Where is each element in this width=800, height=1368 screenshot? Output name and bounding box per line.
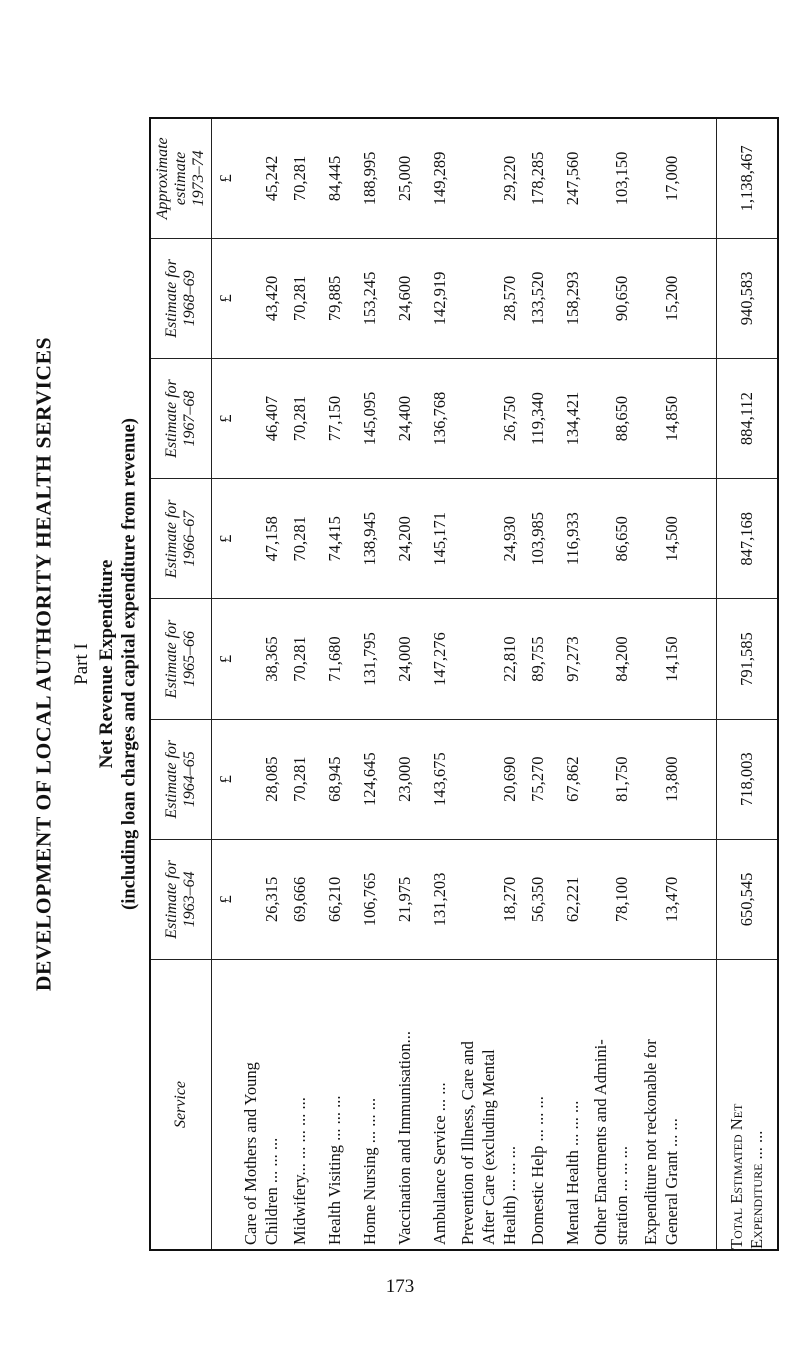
value-cell: 136,768	[430, 391, 449, 446]
value-cell: 153,245	[360, 271, 379, 326]
value-cell: 46,407	[262, 395, 281, 442]
value-cell: 66,210	[325, 876, 344, 923]
value-cell: 28,570	[500, 275, 519, 322]
value-cell: 149,289	[430, 151, 449, 206]
value-cell: 116,933	[563, 512, 582, 566]
value-cell: 88,650	[612, 395, 631, 442]
service-label: General Grant ... ...	[662, 1118, 681, 1245]
value-cell: 188,995	[360, 151, 379, 206]
value-cell: 29,220	[500, 155, 519, 202]
values-1966-67	[212, 479, 717, 599]
value-cell: 147,276	[430, 632, 449, 686]
value-cell: 13,470	[662, 876, 681, 923]
value-cell: 142,919	[430, 271, 449, 326]
value-cell: 71,680	[325, 636, 344, 682]
value-cell: 145,095	[360, 391, 379, 446]
value-cell: 84,200	[612, 636, 631, 682]
value-cell: 131,203	[430, 872, 449, 927]
header-1973-74: Approximate estimate 1973–74	[150, 118, 212, 238]
value-cell: 24,200	[395, 516, 414, 562]
section-subtitle: Net Revenue Expenditure	[96, 559, 117, 769]
value-cell: 23,000	[395, 756, 414, 802]
values-1973-74	[212, 118, 717, 238]
value-cell: 70,281	[290, 275, 309, 322]
value-cell: 178,285	[528, 151, 547, 206]
value-cell: 89,755	[528, 636, 547, 682]
header-service: Service	[150, 960, 212, 1251]
value-cell: 14,150	[662, 636, 681, 682]
value-cell: 22,810	[500, 636, 519, 682]
currency-symbol: £	[216, 174, 235, 183]
value-cell: 13,800	[662, 756, 681, 802]
total-1973-74: 1,138,467	[717, 118, 779, 238]
service-column	[212, 960, 717, 1251]
value-cell: 24,000	[395, 636, 414, 682]
total-1964-65: 718,003	[717, 719, 779, 839]
value-cell: 18,270	[500, 876, 519, 923]
value-cell: 145,171	[430, 511, 449, 566]
service-label: Expenditure not reckonable for	[641, 1039, 660, 1245]
currency-symbol: £	[216, 534, 235, 543]
value-cell: 124,645	[360, 752, 379, 807]
value-cell: 247,560	[563, 151, 582, 206]
value-cell: 97,273	[563, 636, 582, 682]
service-label: Care of Mothers and Young	[241, 1062, 260, 1245]
value-cell: 70,281	[290, 516, 309, 562]
value-cell: 103,150	[612, 151, 631, 206]
value-cell: 133,520	[528, 271, 547, 326]
value-cell: 21,975	[395, 876, 414, 923]
value-cell: 47,158	[262, 516, 281, 562]
value-cell: 25,000	[395, 155, 414, 202]
service-label: Domestic Help ... ... ...	[528, 1096, 547, 1245]
header-1966-67: Estimate for 1966–67	[150, 479, 212, 599]
value-cell: 68,945	[325, 756, 344, 802]
total-1968-69: 940,583	[717, 238, 779, 358]
service-label: Other Enactments and Admini-	[591, 1039, 610, 1245]
service-label: After Care (excluding Mental	[479, 1049, 498, 1245]
total-1967-68: 884,112	[717, 358, 779, 478]
value-cell: 143,675	[430, 752, 449, 807]
total-1963-64: 650,545	[717, 839, 779, 959]
total-1965-66: 791,585	[717, 599, 779, 719]
header-1968-69: Estimate for 1968–69	[150, 238, 212, 358]
value-cell: 24,600	[395, 275, 414, 322]
currency-symbol: £	[216, 414, 235, 423]
value-cell: 67,862	[563, 756, 582, 802]
value-cell: 62,221	[563, 876, 582, 923]
value-cell: 26,750	[500, 395, 519, 442]
value-cell: 70,281	[290, 395, 309, 442]
service-label: stration ... ... ...	[612, 1146, 631, 1245]
value-cell: 103,985	[528, 511, 547, 566]
value-cell: 17,000	[662, 155, 681, 202]
value-cell: 70,281	[290, 636, 309, 682]
value-cell: 28,085	[262, 756, 281, 802]
value-cell: 138,945	[360, 511, 379, 566]
value-cell: 69,666	[290, 876, 309, 923]
value-cell: 84,445	[325, 155, 344, 202]
header-row	[150, 118, 212, 1250]
currency-symbol: £	[216, 775, 235, 784]
service-label: Midwifery... ... ... ... ...	[290, 1097, 309, 1245]
service-label: Health) ... ... ...	[500, 1146, 519, 1245]
section-note: (including loan charges and capital expenditure from revenue)	[119, 418, 140, 910]
expenditure-table	[149, 117, 779, 1251]
values-1964-65	[212, 719, 717, 839]
value-cell: 75,270	[528, 756, 547, 802]
value-cell: 14,850	[662, 395, 681, 442]
value-cell: 14,500	[662, 516, 681, 562]
value-cell: 119,340	[528, 392, 547, 446]
total-row	[717, 118, 779, 1250]
total-1966-67: 847,168	[717, 479, 779, 599]
values-1963-64	[212, 839, 717, 959]
total-label: Total Estimated Net Expenditure ... ...	[717, 960, 779, 1251]
service-label: Prevention of Illness, Care and	[458, 1041, 477, 1245]
value-cell: 77,150	[325, 395, 344, 442]
value-cell: 79,885	[325, 275, 344, 322]
value-cell: 20,690	[500, 756, 519, 802]
value-cell: 24,400	[395, 395, 414, 442]
value-cell: 38,365	[262, 636, 281, 682]
header-1967-68: Estimate for 1967–68	[150, 358, 212, 478]
header-1963-64: Estimate for 1963–64	[150, 839, 212, 959]
value-cell: 81,750	[612, 756, 631, 802]
service-label: Home Nursing ... ... ...	[360, 1097, 379, 1245]
value-cell: 70,281	[290, 756, 309, 802]
value-cell: 78,100	[612, 876, 631, 923]
value-cell: 15,200	[662, 275, 681, 322]
service-label: Children ... ... ...	[262, 1137, 281, 1245]
service-label: Mental Health ... ... ...	[563, 1100, 582, 1245]
value-cell: 56,350	[528, 876, 547, 923]
value-cell: 90,650	[612, 275, 631, 322]
table-container	[149, 117, 779, 1251]
page-title: DEVELOPMENT OF LOCAL AUTHORITY HEALTH SERVICES	[31, 336, 56, 992]
value-cell: 74,415	[325, 516, 344, 562]
value-cell: 86,650	[612, 516, 631, 562]
table-body	[212, 118, 717, 1250]
service-label: Health Visiting ... ... ...	[325, 1095, 344, 1245]
currency-symbol: £	[216, 294, 235, 303]
value-cell: 131,795	[360, 632, 379, 686]
currency-symbol: £	[216, 654, 235, 664]
header-1964-65: Estimate for 1964–65	[150, 719, 212, 839]
part-label: Part I	[71, 643, 92, 685]
value-cell: 45,242	[262, 155, 281, 202]
service-label: Vaccination and Immunisation...	[395, 1031, 414, 1245]
page-number: 173	[385, 1276, 415, 1297]
values-1965-66	[212, 599, 717, 719]
header-1965-66: Estimate for 1965–66	[150, 599, 212, 719]
value-cell: 26,315	[262, 876, 281, 923]
value-cell: 43,420	[262, 275, 281, 322]
values-1968-69	[212, 238, 717, 358]
value-cell: 106,765	[360, 872, 379, 927]
value-cell: 70,281	[290, 155, 309, 202]
currency-symbol: £	[216, 895, 235, 904]
value-cell: 24,930	[500, 516, 519, 562]
value-cell: 134,421	[563, 391, 582, 446]
value-cell: 158,293	[563, 271, 582, 326]
values-1967-68	[212, 358, 717, 478]
service-label: Ambulance Service ... ...	[430, 1082, 449, 1245]
